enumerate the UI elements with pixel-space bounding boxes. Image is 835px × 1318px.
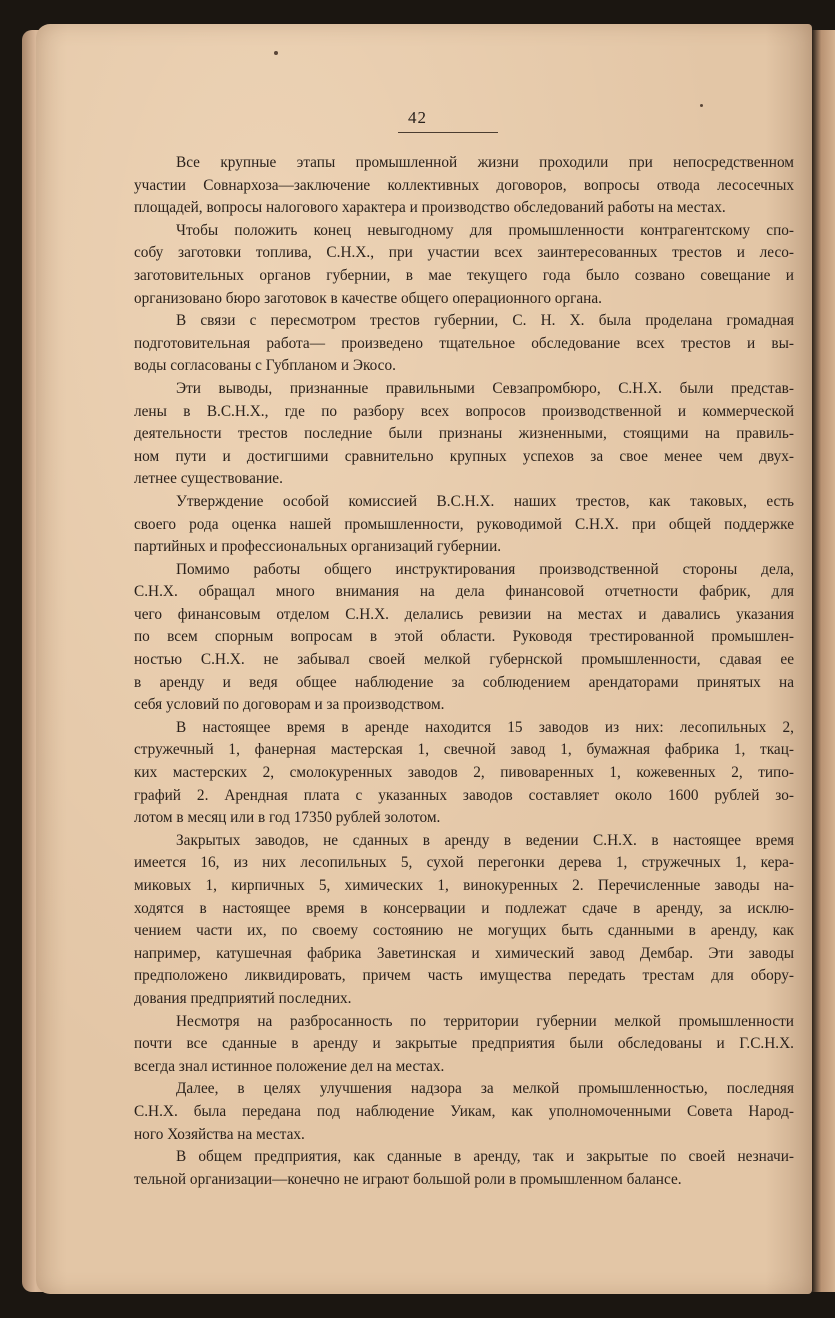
text-line: в аренду и ведя общее наблюдение за соблюдением арендаторами принятых на [134,673,794,691]
body-text [134,152,794,1191]
paragraph [134,1078,794,1146]
text-line: С.Н.Х. обращал много внимания на дела финансовой отчетности фабрик, для [134,583,794,601]
text-line: летнее существование. [134,470,283,488]
text-line: имеется 16, из них лесопильных 5, сухой перегонки дерева 1, стружечных 1, кера- [134,854,794,872]
text-line: организовано бюро заготовок в качестве общего операционного органа. [134,289,602,307]
text-line: ходятся в настоящее время в консервации и подлежат сдаче в аренду, за исклю- [134,899,794,917]
text-line: ном пути и достигшими сравнительно крупных успехов за свое менее чем двух- [134,447,794,465]
text-line: С.Н.Х. была передана под наблюдение Уикам, как уполномоченными Совета Народ- [134,1102,794,1120]
text-line: воды согласованы с Губпланом и Экосо. [134,357,396,375]
text-line: почти все сданные в аренду и закрытые предприятия были обследованы и Г.С.Н.Х. [134,1035,794,1053]
text-line: миковых 1, кирпичных 5, химических 1, винокуренных 2. Перечисленные заводы на- [134,877,794,894]
text-line: всегда знал истинное положение дел на местах. [134,1057,445,1075]
text-line: например, катушечная фабрика Заветинская и химический завод Дембар. Эти заводы [134,944,794,962]
text-line: В общем предприятия, как сданные в аренду, так и закрытые по своей незначи- [176,1148,794,1166]
text-line: Помимо работы общего инструктирования производственной стороны дела, [176,560,794,578]
text-line: своего рода оценка нашей промышленности, руководимой С.Н.Х. при общей поддержке [134,515,794,533]
text-line: по всем спорным вопросам в этой области. Руководя трестированной промышлен- [134,628,794,646]
text-line: чего финансовым отделом С.Н.Х. делались ревизии на местах и давались указания [134,605,794,623]
text-line: собу заготовки топлива, С.Н.Х., при участии всех заинтересованных трестов и лесо- [134,244,794,262]
text-line: деятельности трестов последние были признаны жизненными, стоящими на правиль- [134,425,794,443]
paper-speck [700,104,703,107]
text-line: партийных и профессиональных организаций губернии. [134,538,502,556]
paragraph [134,717,794,830]
text-line: чением части их, по своему состоянию не могущих быть сданными в аренду, как [134,922,794,940]
text-line: подготовительная работа— произведено тщательное обследование всех трестов и вы- [134,334,794,352]
text-line: В настоящее время в аренде находится 15 заводов из них: лесопильных 2, [176,718,794,736]
text-line: Закрытых заводов, не сданных в аренду в ведении С.Н.Х. в настоящее время [176,831,794,849]
paragraph [134,559,794,717]
paragraph [134,491,794,559]
text-line: графий 2. Арендная плата с указанных заводов составляет около 1600 рублей зо- [134,786,794,804]
paragraph [134,830,794,1011]
paper-speck [274,51,278,55]
text-line: Все крупные этапы промышленной жизни проходили при непосредственном [176,154,794,171]
paragraph [134,378,794,491]
text-line: ких мастерских 2, смолокуренных заводов 2, пивоваренных 1, кожевенных 2, типо- [134,764,794,782]
text-line: Чтобы положить конец невыгодному для промышленности контрагентскому спо- [176,221,794,239]
paragraph [134,220,794,310]
next-page-edge [812,30,835,1292]
text-line: ностью С.Н.Х. не забывал своей мелкой губернской промышленности, сдавая ее [134,651,794,669]
text-line: лотом в месяц или в год 17350 рублей золотом. [134,809,441,827]
text-line: Эти выводы, признанные правильными Севзапромбюро, С.Н.Х. были представ- [176,379,794,397]
text-line: предположено ликвидировать, причем часть имущества передать трестам для обору- [134,967,794,985]
paragraph [134,152,794,220]
text-line: лены в В.С.Н.Х., где по разбору всех вопросов производственной и коммерческой [134,402,794,420]
text-line: себя условий по договорам и за производством. [134,696,445,714]
paragraph [134,1011,794,1079]
page-number-rule [398,132,498,133]
text-line: дования предприятий последних. [134,989,352,1007]
text-line: Несмотря на разбросанность по территории губернии мелкой промышленности [176,1012,794,1030]
text-line: В связи с пересмотром трестов губернии, С. Н. Х. была проделана громадная [176,312,794,330]
text-line: участии Совнархоза—заключение коллективных договоров, вопросы отвода лесосечных [134,176,794,194]
text-line: стружечный 1, фанерная мастерская 1, свечной завод 1, бумажная фабрика 1, ткац- [134,741,794,759]
text-line: Далее, в целях улучшения надзора за мелкой промышленностью, последняя [176,1080,794,1098]
page-number: 42 [408,108,427,127]
paragraph [134,1146,794,1191]
text-line: тельной организации—конечно не играют большой роли в промышленном балансе. [134,1170,682,1188]
text-line: площадей, вопросы налогового характера и производство обследований работы на местах. [134,199,726,217]
paragraph [134,310,794,378]
text-line: Утверждение особой комиссией В.С.Н.Х. наших трестов, как таковых, есть [176,492,794,510]
text-line: ного Хозяйства на местах. [134,1125,305,1143]
text-line: заготовительных органов губернии, в мае текущего года было созвано совещание и [134,266,794,284]
